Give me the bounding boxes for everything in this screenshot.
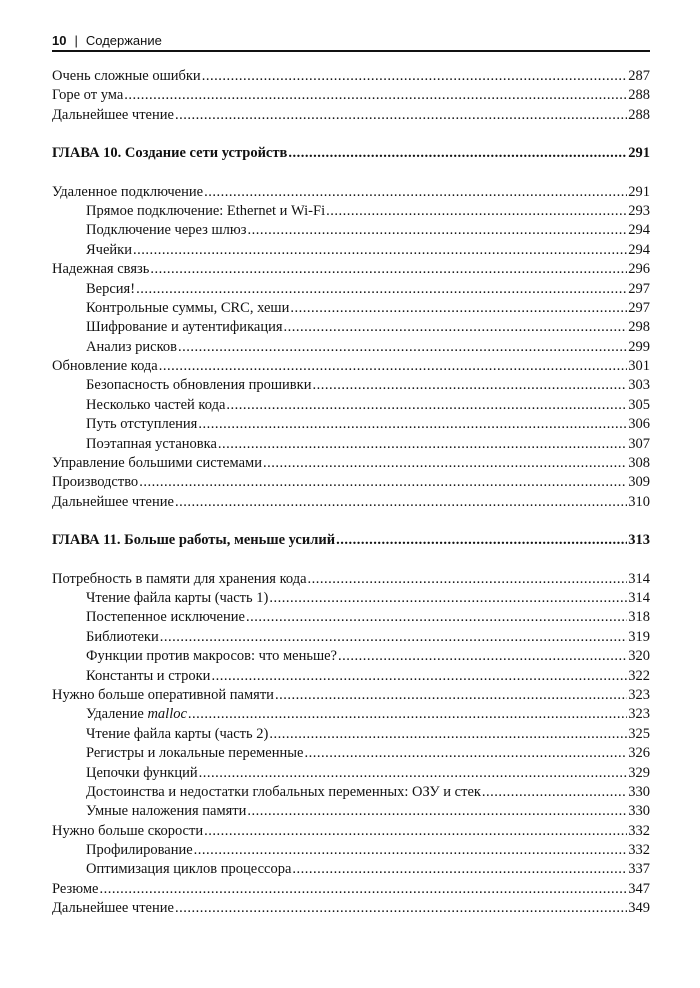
toc-entry-title: Дальнейшее чтение [52, 106, 175, 125]
running-header [52, 33, 650, 49]
toc-entry [52, 260, 650, 279]
toc-entry [52, 667, 650, 686]
toc-entry-page: 313 [628, 532, 650, 549]
dot-leader [247, 802, 627, 821]
toc-entry [52, 86, 650, 105]
dot-leader [263, 454, 627, 473]
dot-leader [150, 260, 627, 279]
toc-entry [52, 415, 650, 434]
chapter-heading [52, 144, 650, 163]
toc-entry-page: 288 [628, 87, 650, 104]
dot-leader [204, 822, 627, 841]
dot-leader [338, 647, 627, 666]
toc-entry [52, 357, 650, 376]
dot-leader [482, 783, 627, 802]
toc-entry-title: Прямое подключение: Ethernet и Wi-Fi [52, 202, 326, 221]
toc-entry [52, 899, 650, 918]
toc-entry-page: 347 [628, 880, 650, 897]
toc-entry-title: Ячейки [52, 241, 133, 260]
toc-entry-page: 325 [628, 725, 650, 742]
toc-entry [52, 608, 650, 627]
toc-entry-page: 349 [628, 900, 650, 917]
toc-entry-page: 322 [628, 667, 650, 684]
dot-leader [269, 589, 627, 608]
toc-entry [52, 880, 650, 899]
toc-entry-page: 298 [628, 319, 650, 336]
header-separator: | [74, 33, 78, 48]
toc-entry [52, 570, 650, 589]
toc-entry [52, 396, 650, 415]
toc-entry-page: 303 [628, 377, 650, 394]
toc-entry-title: Дальнейшее чтение [52, 899, 175, 918]
toc-entry-title: Цепочки функций [52, 764, 199, 783]
toc-entry [52, 202, 650, 221]
toc-entry-page: 326 [628, 745, 650, 762]
toc-entry [52, 106, 650, 125]
toc-entry [52, 280, 650, 299]
toc-entry-page: 296 [628, 261, 650, 278]
toc-entry-title: Резюме [52, 880, 99, 899]
dot-leader [178, 338, 627, 357]
dot-leader [188, 705, 627, 724]
toc-entry-page: 287 [628, 68, 650, 84]
toc-entry-title: Путь отступления [52, 415, 198, 434]
toc-entry [52, 493, 650, 512]
chapter-heading [52, 531, 650, 550]
toc-entry-page: 309 [628, 474, 650, 491]
dot-leader [284, 318, 628, 337]
toc-entry-title: Нужно больше скорости [52, 822, 204, 841]
dot-leader [247, 221, 627, 240]
toc-entry-title: Подключение через шлюз [52, 221, 247, 240]
toc-entry-title: ГЛАВА 10. Создание сети устройств [52, 144, 288, 163]
toc-entry-page: 323 [628, 686, 650, 703]
toc-entry-title: Умные наложения памяти [52, 802, 247, 821]
toc-entry [52, 299, 650, 318]
toc-entry [52, 67, 650, 86]
toc-entry-page: 332 [628, 842, 650, 859]
toc-entry [52, 183, 650, 202]
toc-entry [52, 376, 650, 395]
toc-entry [52, 860, 650, 879]
table-of-contents [52, 67, 650, 919]
dot-leader [218, 435, 627, 454]
toc-entry [52, 338, 650, 357]
toc-entry-title: Нужно больше оперативной памяти [52, 686, 275, 705]
header-section-title: Содержание [85, 33, 162, 48]
toc-entry-title: Оптимизация циклов процессора [52, 860, 292, 879]
toc-entry-title: Несколько частей кода [52, 396, 226, 415]
dot-leader [269, 725, 627, 744]
dot-leader [160, 628, 628, 647]
dot-leader [199, 764, 628, 783]
toc-entry-page: 299 [628, 338, 650, 355]
toc-entry-title: Достоинства и недостатки глобальных переменных: ОЗУ и стек [52, 783, 482, 802]
toc-entry [52, 841, 650, 860]
toc-entry [52, 647, 650, 666]
dot-leader [204, 183, 627, 202]
toc-entry [52, 822, 650, 841]
toc-entry-page: 330 [628, 803, 650, 820]
toc-entry-page: 301 [628, 358, 650, 375]
dot-leader [133, 241, 627, 260]
dot-leader [308, 570, 628, 589]
toc-entry [52, 744, 650, 763]
toc-entry-title: Анализ рисков [52, 338, 178, 357]
toc-entry-page: 332 [628, 822, 650, 839]
toc-entry-title: Удаленное подключение [52, 183, 204, 202]
toc-entry [52, 473, 650, 492]
toc-entry-page: 314 [628, 589, 650, 606]
toc-entry-page: 329 [628, 764, 650, 781]
toc-entry-title: Обновление кода [52, 357, 159, 376]
dot-leader [304, 744, 627, 763]
dot-leader [202, 67, 628, 86]
toc-entry-title: Очень сложные ошибки [52, 67, 202, 86]
toc-entry [52, 802, 650, 821]
dot-leader [326, 202, 627, 221]
toc-entry-title: Шифрование и аутентификация [52, 318, 284, 337]
toc-entry [52, 454, 650, 473]
toc-entry-page: 318 [628, 609, 650, 626]
toc-entry-title: ГЛАВА 11. Больше работы, меньше усилий [52, 531, 336, 550]
toc-entry [52, 764, 650, 783]
dot-leader [275, 686, 627, 705]
toc-entry-page: 306 [628, 416, 650, 433]
dot-leader [226, 396, 627, 415]
toc-entry [52, 589, 650, 608]
toc-entry-title: Функции против макросов: что меньше? [52, 647, 338, 666]
dot-leader [194, 841, 628, 860]
header-page-number: 10 [52, 33, 67, 48]
toc-entry [52, 783, 650, 802]
dot-leader [336, 531, 627, 550]
toc-entry-title: Версия! [52, 280, 136, 299]
toc-entry-page: 288 [628, 106, 650, 123]
toc-entry-page: 320 [628, 648, 650, 665]
toc-entry-page: 297 [628, 280, 650, 297]
toc-entry [52, 435, 650, 454]
dot-leader [139, 473, 627, 492]
toc-entry-title: Управление большими системами [52, 454, 263, 473]
toc-entry-title: Константы и строки [52, 667, 211, 686]
toc-entry-page: 293 [628, 202, 650, 219]
toc-entry-title: Постепенное исключение [52, 608, 246, 627]
toc-entry-title: Профилирование [52, 841, 194, 860]
toc-entry-title: Чтение файла карты (часть 2) [52, 725, 269, 744]
toc-entry-page: 308 [628, 455, 650, 472]
toc-entry-title: Производство [52, 473, 139, 492]
toc-entry-title: Контрольные суммы, CRC, хеши [52, 299, 290, 318]
dot-leader [290, 299, 627, 318]
toc-entry-page: 319 [628, 628, 650, 645]
dot-leader [246, 608, 627, 627]
dot-leader [159, 357, 628, 376]
header-rule [52, 50, 650, 52]
toc-entry-title: Дальнейшее чтение [52, 493, 175, 512]
dot-leader [292, 860, 627, 879]
toc-entry-page: 291 [628, 183, 650, 200]
toc-entry-title: Библиотеки [52, 628, 160, 647]
toc-entry-page: 291 [628, 145, 650, 162]
dot-leader [175, 899, 627, 918]
toc-entry-page: 297 [628, 299, 650, 316]
dot-leader [175, 493, 627, 512]
toc-entry-page: 307 [628, 435, 650, 452]
toc-entry-title: Безопасность обновления прошивки [52, 376, 312, 395]
toc-entry-title: Надежная связь [52, 260, 150, 279]
toc-entry-page: 294 [628, 241, 650, 258]
toc-entry-page: 314 [628, 570, 650, 587]
toc-entry-page: 323 [628, 706, 650, 723]
toc-entry [52, 686, 650, 705]
dot-leader [175, 106, 627, 125]
toc-entry [52, 318, 650, 337]
toc-entry-title: Потребность в памяти для хранения кода [52, 570, 308, 589]
toc-entry-title: Горе от ума [52, 86, 124, 105]
toc-entry-title: Чтение файла карты (часть 1) [52, 589, 269, 608]
toc-entry [52, 221, 650, 240]
dot-leader [288, 144, 627, 163]
dot-leader [198, 415, 627, 434]
dot-leader [99, 880, 627, 899]
toc-entry-page: 294 [628, 222, 650, 239]
toc-entry [52, 628, 650, 647]
toc-entry-page: 305 [628, 396, 650, 413]
toc-entry-page: 310 [628, 493, 650, 510]
toc-entry [52, 241, 650, 260]
dot-leader [136, 280, 627, 299]
toc-entry-page: 337 [628, 861, 650, 878]
toc-entry-page: 330 [628, 783, 650, 800]
toc-entry [52, 705, 650, 724]
toc-entry-title: Регистры и локальные переменные [52, 744, 304, 763]
toc-entry-title: Удаление malloc [52, 705, 188, 724]
dot-leader [312, 376, 627, 395]
dot-leader [211, 667, 627, 686]
dot-leader [124, 86, 627, 105]
toc-entry [52, 725, 650, 744]
toc-entry-title: Поэтапная установка [52, 435, 218, 454]
